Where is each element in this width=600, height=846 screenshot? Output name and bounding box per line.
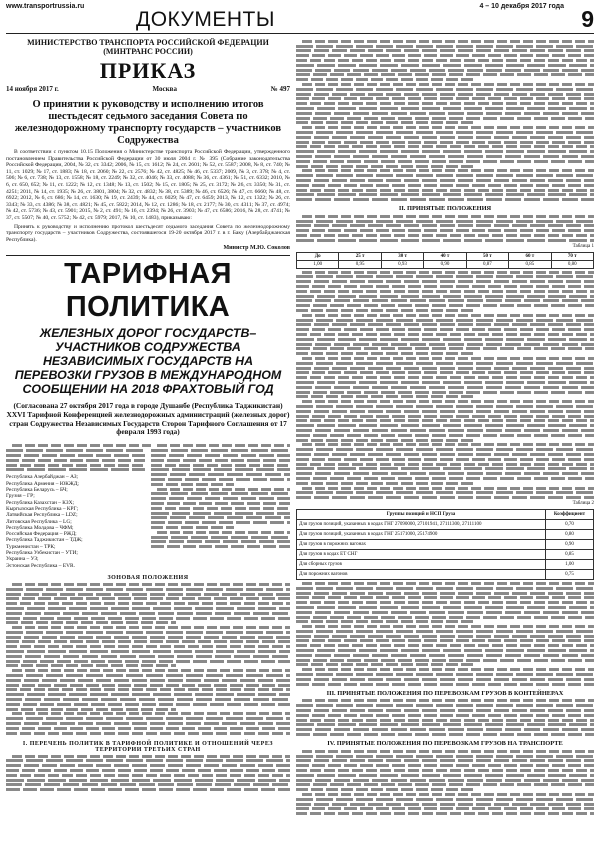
text-line	[6, 688, 290, 691]
table-cell: Для грузов в кодах ЕТ СНГ	[297, 550, 546, 560]
text-line	[296, 184, 594, 187]
table-2-col: Коэффициент	[546, 510, 594, 520]
order-date: 14 ноября 2017 г.	[6, 85, 59, 93]
text-line	[296, 755, 594, 758]
text-line	[302, 271, 594, 274]
text-line	[151, 540, 290, 543]
text-line	[6, 664, 176, 667]
text-line	[151, 478, 290, 481]
text-line	[302, 582, 594, 585]
table-header-cell: 40 т	[424, 252, 466, 260]
policy-body-right	[151, 443, 290, 569]
body-text-block	[6, 444, 145, 471]
policy-body	[6, 443, 290, 569]
text-line	[302, 314, 594, 317]
general-heading: ЗОНОВАЯ ПОЛОЖЕНИЯ	[107, 574, 189, 581]
text-line	[296, 463, 594, 466]
text-line	[151, 545, 290, 548]
table-row	[297, 560, 594, 570]
divider	[6, 255, 290, 256]
right-text-block-6	[296, 750, 594, 815]
table-cell: Для порожних вагонов	[297, 570, 546, 580]
table-row	[297, 540, 594, 550]
text-line	[296, 759, 594, 762]
body-text-block-2	[151, 444, 290, 548]
text-line	[296, 649, 594, 652]
text-line	[296, 386, 594, 389]
text-line	[296, 290, 594, 293]
text-line	[296, 78, 475, 81]
text-line	[296, 639, 594, 642]
right-text-block-2	[296, 215, 594, 242]
table-cell: Для грузов в порожних вагонах	[297, 540, 546, 550]
text-line	[296, 88, 594, 91]
text-line	[296, 723, 594, 726]
text-line	[296, 280, 594, 283]
text-line	[296, 193, 594, 196]
text-line	[6, 727, 290, 730]
table-header-cell: 50 т	[466, 252, 508, 260]
right-column	[296, 38, 594, 838]
text-line	[296, 343, 594, 346]
text-line	[296, 448, 594, 451]
table-cell: 0,85	[546, 550, 594, 560]
table-cell: 0,80	[546, 530, 594, 540]
text-line	[296, 783, 594, 786]
right-heading-3: IV. ПРИНЯТЫЕ ПОЛОЖЕНИЯ ПО ПЕРЕВОЗКАМ ГРУЗОВ НА ТРАНСПОРТЕ	[327, 740, 563, 748]
text-line	[296, 179, 594, 182]
text-line	[296, 198, 594, 201]
text-line	[296, 728, 594, 731]
text-line	[296, 769, 594, 772]
ministry-name	[6, 38, 290, 56]
site-url[interactable]: www.transportrussia.ru	[6, 3, 85, 10]
text-line	[296, 160, 594, 163]
text-line	[296, 704, 594, 707]
text-line	[296, 472, 594, 475]
text-line	[296, 719, 594, 722]
text-line	[296, 275, 594, 278]
text-line	[296, 803, 594, 806]
policy-subtitle: ЖЕЛЕЗНЫХ ДОРОГ ГОСУДАРСТВ–УЧАСТНИКОВ СОДРУЖЕСТВА НЕЗАВИСИМЫХ ГОСУДАРСТВ НА ПЕРЕВОЗКИ ГРУЗОВ В МЕЖДУНАРОДНОМ СООБЩЕНИИ НА 2018 ФРАХТОВЫЙ ГОД	[14, 326, 282, 397]
text-line	[6, 636, 290, 639]
table-2-caption: Таблица 2	[572, 501, 594, 507]
section-title: ДОКУМЕНТЫ	[136, 8, 275, 31]
text-line	[151, 473, 290, 476]
text-line	[302, 126, 594, 129]
text-line	[151, 516, 290, 519]
table-cell: 0,93	[381, 260, 423, 268]
text-line	[296, 807, 594, 810]
text-line	[296, 774, 594, 777]
text-line	[296, 367, 594, 370]
member-item: Эстонская Республика – EVR.	[6, 562, 75, 569]
table-header-row	[297, 510, 594, 520]
text-line	[296, 59, 594, 62]
cargo-coefficient-table	[296, 509, 594, 580]
table-header-cell: 70 т	[551, 252, 593, 260]
text-line	[296, 376, 594, 379]
text-line	[296, 592, 594, 595]
text-line	[6, 449, 145, 452]
text-line	[296, 654, 594, 657]
text-line	[6, 612, 290, 615]
member-item: Республика Таджикистан – ТДЖ;	[6, 537, 83, 544]
text-line	[6, 459, 145, 462]
text-line	[151, 507, 290, 510]
order-heading: О принятии к руководству и исполнению итогов шестьдесят седьмого заседания Совета по железнодорожному транспорту государств – участников Содружества	[14, 99, 282, 146]
order-title: ПРИКАЗ	[99, 58, 197, 83]
table-cell: 0,85	[509, 260, 551, 268]
text-line	[296, 779, 594, 782]
text-line	[296, 371, 594, 374]
text-line	[6, 783, 290, 786]
text-line	[296, 309, 475, 312]
text-line	[296, 482, 475, 485]
text-line	[296, 136, 594, 139]
table-header-row	[297, 252, 594, 260]
text-line	[296, 453, 594, 456]
text-line	[6, 588, 290, 591]
text-line	[6, 769, 290, 772]
member-item: Республика Азербайджан – АЗ;	[6, 474, 79, 481]
text-line	[296, 467, 594, 470]
text-line	[296, 155, 594, 158]
text-line	[296, 239, 594, 242]
text-line	[296, 97, 594, 100]
text-line	[296, 812, 594, 815]
text-line	[296, 630, 594, 633]
table-cell: 0,90	[546, 540, 594, 550]
right-text-block-5	[296, 699, 594, 736]
text-line	[296, 150, 594, 153]
text-line	[12, 583, 290, 586]
member-item: Грузия – ГР;	[6, 493, 35, 500]
ministry-line-2: (МИНТРАНС РОССИИ)	[103, 47, 193, 56]
order-city: Москва	[152, 85, 177, 93]
text-line	[6, 708, 176, 711]
text-line	[296, 611, 594, 614]
text-line	[296, 673, 594, 676]
text-line	[296, 229, 594, 232]
right-heading-2: III. ПРИНЯТЫЕ ПОЛОЖЕНИЯ ПО ПЕРЕВОЗКАМ ГРУЗОВ В КОНТЕЙНЕРАХ	[326, 689, 564, 697]
table-2-head: Группы позиций и НСП Груза	[297, 510, 546, 520]
text-line	[302, 699, 594, 702]
text-line	[296, 458, 594, 461]
text-line	[6, 650, 290, 653]
text-line	[296, 424, 594, 427]
text-line	[296, 295, 594, 298]
text-line	[151, 483, 234, 486]
text-line	[296, 69, 594, 72]
text-line	[302, 357, 594, 360]
table-row	[297, 530, 594, 540]
text-line	[12, 755, 290, 758]
text-line	[302, 625, 594, 628]
text-line	[6, 788, 290, 791]
text-line	[296, 644, 594, 647]
text-line	[6, 679, 290, 682]
text-line	[296, 714, 594, 717]
text-line	[296, 764, 594, 767]
text-line	[6, 732, 290, 735]
text-line	[6, 674, 290, 677]
member-item: Республика Армения – ЮКЖД;	[6, 480, 79, 487]
member-item: Республика Казахстан – КЗХ;	[6, 499, 74, 506]
table-cell: 0,80	[551, 260, 593, 268]
text-line	[6, 703, 290, 706]
text-line	[302, 750, 594, 753]
text-line	[296, 419, 594, 422]
text-line	[296, 663, 475, 666]
text-line	[296, 328, 594, 331]
order-paragraph-2: Принять к руководству и исполнению протокол шестьдесят седьмого заседания Совета по железнодорожному транспорту государств – участников Содружества, состоявшегося 19-20 октября 2017 г. в г. Баку (Азербайджанская Республика).	[6, 223, 290, 243]
text-line	[296, 606, 594, 609]
text-line	[302, 443, 594, 446]
text-line	[6, 645, 290, 648]
text-line	[296, 733, 594, 736]
table-cell: 0,70	[546, 520, 594, 530]
text-line	[296, 319, 594, 322]
right-text-block-4	[296, 582, 594, 686]
table-header-cell: До	[297, 252, 339, 260]
member-item: Литовская Республика – LG;	[6, 518, 72, 525]
text-line	[302, 40, 594, 43]
table-cell: 1,00	[546, 560, 594, 570]
text-line	[6, 617, 290, 620]
order-signature: Министр М.Ю. Соколов	[223, 245, 290, 252]
text-line	[296, 107, 594, 110]
member-item: Украина – УЗ;	[6, 556, 39, 563]
member-list	[6, 474, 145, 568]
text-line	[6, 759, 290, 762]
text-line	[6, 468, 145, 471]
text-line	[6, 693, 290, 696]
text-line	[302, 169, 594, 172]
order-meta	[6, 85, 290, 93]
text-line	[296, 678, 594, 681]
text-line	[296, 45, 594, 48]
text-line	[296, 491, 594, 494]
text-line	[12, 669, 290, 672]
text-line	[6, 607, 290, 610]
member-item: Российская Федерация – РЖД;	[6, 531, 77, 538]
right-heading-1: II. ПРИНЯТЫЕ ПОЛОЖЕНИЯ	[398, 205, 492, 213]
text-line	[296, 131, 594, 134]
text-line	[151, 459, 290, 462]
text-line	[296, 323, 594, 326]
text-line	[6, 597, 290, 600]
member-item: Республика Узбекистан – УТИ;	[6, 550, 78, 557]
page-number: 9	[581, 6, 594, 32]
text-line	[296, 54, 594, 57]
text-line	[151, 454, 290, 457]
text-line	[157, 444, 290, 447]
member-item: Республика Беларусь – БЧ;	[6, 487, 68, 494]
text-line	[296, 434, 594, 437]
body-text-block-4	[6, 755, 290, 792]
text-line	[302, 83, 594, 86]
text-line	[296, 299, 594, 302]
left-column	[6, 38, 290, 838]
text-line	[296, 304, 594, 307]
ministry-line-1: МИНИСТЕРСТВО ТРАНСПОРТА РОССИЙСКОЙ ФЕДЕРАЦИИ	[27, 38, 269, 47]
text-line	[296, 587, 594, 590]
text-line	[296, 189, 594, 192]
text-line	[296, 117, 594, 120]
text-line	[6, 684, 290, 687]
policy-title: ТАРИФНАЯ ПОЛИТИКА	[64, 258, 232, 324]
table-cell: 0,87	[466, 260, 508, 268]
text-line	[151, 492, 290, 495]
right-text-block-3	[296, 271, 594, 499]
table-header-cell: 30 т	[381, 252, 423, 260]
table-row	[297, 550, 594, 560]
section-1-heading: I. ПЕРЕЧЕНЬ ПОЛИТИК В ТАРИФНОЙ ПОЛИТИКЕ И ОТНОШЕНИЙ ЧЕРЕЗ ТЕРРИТОРИИ ТРЕТЬИХ СТРАН	[22, 740, 274, 753]
text-line	[296, 145, 594, 148]
text-line	[296, 141, 594, 144]
table-cell: Для сборных грузов	[297, 560, 546, 570]
member-item: Латвийская Республика – LDZ;	[6, 512, 78, 519]
text-line	[296, 405, 594, 408]
text-line	[6, 717, 290, 720]
text-line	[296, 439, 475, 442]
text-line	[296, 477, 594, 480]
text-line	[6, 722, 290, 725]
policy-body-left	[6, 443, 145, 569]
text-line	[296, 381, 594, 384]
table-header-cell: 25 т	[339, 252, 381, 260]
text-line	[296, 234, 594, 237]
text-line	[296, 352, 475, 355]
text-line	[296, 683, 594, 686]
text-line	[296, 616, 594, 619]
text-line	[296, 362, 594, 365]
text-line	[6, 779, 290, 782]
text-line	[12, 444, 151, 447]
text-line	[296, 174, 594, 177]
text-line	[302, 400, 594, 403]
text-line	[12, 626, 290, 629]
text-line	[6, 640, 290, 643]
text-line	[157, 531, 290, 534]
text-line	[302, 215, 594, 218]
text-line	[296, 395, 475, 398]
text-line	[151, 536, 290, 539]
text-line	[296, 635, 594, 638]
text-line	[6, 774, 290, 777]
text-line	[302, 668, 594, 671]
text-line	[296, 49, 594, 52]
text-line	[296, 788, 475, 791]
text-line	[296, 73, 594, 76]
policy-agreement: (Согласована 27 октября 2017 года в городе Душанбе (Республика Таджикистан) XXVI Тарифной Конференцией железнодорожных администраций (железных дорог) стран Содружества Независимых Государств Сторон Тарифного Соглашения от 17 февраля 1993 года)	[6, 401, 290, 437]
table-cell: 0,95	[339, 260, 381, 268]
text-line	[296, 112, 594, 115]
text-line	[296, 220, 594, 223]
text-line	[6, 454, 145, 457]
text-line	[6, 660, 290, 663]
right-text-block-1	[296, 40, 594, 201]
text-line	[296, 121, 475, 124]
issue-date: 4 – 10 декабря 2017 года	[479, 3, 564, 10]
text-line	[296, 709, 594, 712]
text-line	[151, 449, 290, 452]
text-line	[151, 497, 290, 500]
text-line	[151, 502, 290, 505]
table-cell: Для грузов позиций, указанных в кодах ГНГ 25171000, 25174900	[297, 530, 546, 540]
text-line	[6, 764, 290, 767]
text-line	[12, 712, 290, 715]
text-line	[6, 464, 145, 467]
text-line	[151, 464, 290, 467]
text-line	[296, 333, 594, 336]
order-paragraph-1: В соответствии с пунктом 10.15 Положения о Министерстве транспорта Российской Федерации, утвержденного постановлением Правительства Российской Федерации от 30 июля 2004 г. № 395 (Собрание законодательства Российской Федерации, 2004, № 32, ст. 3342; 2006, № 15, ст. 1612; № 24, ст. 2601; № 52, ст. 5587; 2008, № 8, ст. 740; № 11, ст. 1029; № 17, ст. 1883; № 18, ст. 2060; № 22, ст. 2576; № 42, ст. 4825; № 46, ст. 5337; 2009, № 3, ст. 378; № 4, ст. 506; № 6, ст. 738; № 13, ст. 1558; № 18, ст. 2249; № 32, ст. 4046; № 33, ст. 4088; № 36, ст. 4361; № 51, ст. 6332; 2010, № 6, ст. 650, 652; № 11, ст. 1222; № 12, ст. 1348; № 13, ст. 1502; № 15, ст. 1805; № 25, ст. 3172; № 26, ст. 3350; № 31, ст. 4251; 2011, № 14, ст. 1935; № 26, ст. 3801, 3804; № 32, ст. 4832; № 38, ст. 5389; № 46, ст. 6526; № 47, ст. 6660; № 48, ст. 6922; 2012, № 6, ст. 686; № 14, ст. 1630; № 19, ст. 2439; № 44, ст. 6029; № 47, ст. 6459; 2013, № 12, ст. 1322; № 26, ст. 3343; № 33, ст. 4386; № 38, ст. 4821; № 45, ст. 5822; 2014, № 12, ст. 1286; № 18, ст. 2177; № 30, ст. 4311; № 37, ст. 4974; № 42, ст. 5736; № 43, ст. 5901; 2015, № 2, ст. 491; № 16, ст. 2394; № 26, ст. 3903; № 47, ст. 6586; 2016, № 28, ст. 4741; № 37, ст. 5507; № 40, ст. 5752; № 42, ст. 5979; 2017, № 10, ст. 1483), приказываю:	[6, 149, 290, 221]
text-line	[151, 512, 290, 515]
text-line	[6, 631, 290, 634]
text-line	[6, 621, 176, 624]
text-line	[6, 602, 290, 605]
body-text-block-3	[6, 583, 290, 735]
table-1-caption: Таблица 1	[572, 243, 594, 249]
text-line	[6, 698, 290, 701]
table-cell: 0,75	[546, 570, 594, 580]
table-header-cell: 60 т	[509, 252, 551, 260]
text-line	[296, 410, 594, 413]
text-line	[151, 468, 290, 471]
text-line	[296, 224, 594, 227]
text-line	[296, 798, 594, 801]
order-number: № 497	[270, 85, 290, 93]
text-line	[6, 593, 290, 596]
text-line	[296, 64, 594, 67]
table-cell: 1,00	[297, 260, 339, 268]
text-line	[296, 620, 475, 623]
table-row	[297, 260, 594, 268]
text-line	[296, 338, 594, 341]
text-line	[296, 285, 594, 288]
table-cell: Для грузов позиций, указанных в кодах ГНГ 27090000, 27101941, 27111300, 27111100	[297, 520, 546, 530]
text-line	[302, 793, 594, 796]
text-line	[296, 596, 594, 599]
text-line	[6, 655, 290, 658]
text-line	[296, 496, 594, 499]
member-item: Республика Молдова – ЧФМ;	[6, 524, 74, 531]
table-cell: 0,90	[424, 260, 466, 268]
text-line	[296, 601, 594, 604]
text-line	[296, 347, 594, 350]
text-line	[296, 102, 594, 105]
text-line	[296, 659, 594, 662]
text-line	[151, 521, 290, 524]
text-line	[157, 488, 290, 491]
table-row	[297, 570, 594, 580]
text-line	[151, 526, 234, 529]
text-line	[296, 93, 594, 96]
table-row	[297, 520, 594, 530]
text-line	[296, 391, 594, 394]
text-line	[296, 415, 594, 418]
weight-coefficient-table	[296, 252, 594, 269]
member-item: Кыргызская Республика – КРГ;	[6, 505, 79, 512]
member-item: Туркменистан – ТРК;	[6, 543, 56, 550]
text-line	[302, 487, 594, 490]
text-line	[296, 429, 594, 432]
text-line	[296, 165, 475, 168]
